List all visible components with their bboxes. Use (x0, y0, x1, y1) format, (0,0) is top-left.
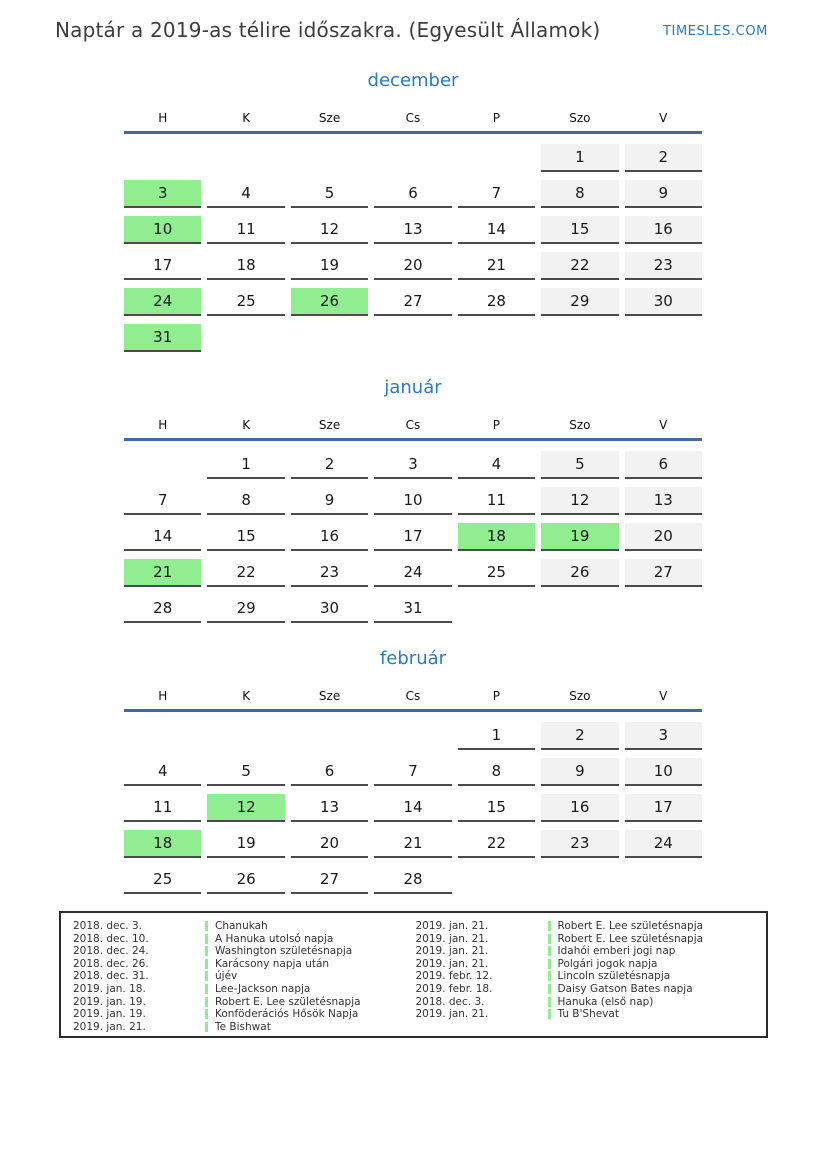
weekday-header: K (242, 111, 251, 125)
holiday-tick-icon (548, 921, 551, 931)
week-row (124, 866, 702, 894)
holiday-tick-icon (205, 921, 208, 931)
legend-column-left (73, 920, 416, 1036)
day-cell-empty (458, 595, 535, 621)
day-cell-empty (625, 866, 702, 892)
day-cell: 4 (458, 451, 535, 479)
day-cell: 26 (291, 288, 368, 316)
day-cell: 11 (207, 216, 284, 244)
legend-entry-name: Chanukah (215, 920, 268, 932)
month-title: február (379, 648, 447, 669)
day-cell: 17 (625, 794, 702, 822)
day-cell: 6 (625, 451, 702, 479)
legend-entry-date: 2018. dec. 3. (73, 920, 142, 932)
day-cell: 28 (124, 595, 201, 623)
legend-entry (416, 933, 759, 946)
legend-entry (73, 920, 416, 933)
day-cell: 15 (541, 216, 618, 244)
day-cell: 27 (625, 559, 702, 587)
day-cell: 14 (374, 794, 451, 822)
day-cell: 13 (291, 794, 368, 822)
legend-entry-name: Karácsony napja után (215, 957, 330, 970)
week-row (124, 216, 702, 244)
day-cell: 5 (291, 180, 368, 208)
day-cell: 18 (458, 523, 535, 551)
legend-entry-name: Robert E. Lee születésnapja (557, 920, 704, 932)
legend-entry-name: Idahói emberi jogi nap (557, 945, 676, 958)
day-cell: 6 (374, 180, 451, 208)
day-cell: 12 (207, 794, 284, 822)
weekday-header: K (242, 418, 251, 432)
week-row (124, 595, 702, 623)
brand-link[interactable]: TIMESLES.COM (662, 24, 768, 39)
week-row (124, 144, 702, 172)
legend-entry (416, 983, 759, 996)
day-cell: 19 (207, 830, 284, 858)
day-cell: 21 (374, 830, 451, 858)
day-cell: 28 (458, 288, 535, 316)
week-row (124, 451, 702, 479)
day-cell-empty (291, 144, 368, 170)
day-cell: 26 (207, 866, 284, 894)
holiday-tick-icon (205, 1022, 208, 1032)
month-header-rule (124, 131, 702, 134)
weekday-header: Sze (318, 418, 341, 432)
month-block (124, 375, 702, 623)
day-cell-empty (291, 722, 368, 748)
weekday-header: H (158, 689, 168, 703)
day-cell: 22 (458, 830, 535, 858)
legend-entry-date: 2019. jan. 21. (415, 1008, 489, 1021)
day-cell-empty (541, 324, 618, 350)
day-cell: 20 (291, 830, 368, 858)
day-cell: 6 (291, 758, 368, 786)
day-cell: 11 (124, 794, 201, 822)
day-cell: 12 (541, 487, 618, 515)
holiday-tick-icon (548, 1009, 551, 1019)
day-cell: 23 (541, 830, 618, 858)
day-cell: 25 (458, 559, 535, 587)
week-row (124, 288, 702, 316)
week-row (124, 758, 702, 786)
week-row (124, 794, 702, 822)
legend-entry-name: Hanuka (első nap) (557, 995, 654, 1008)
weekday-header-row (124, 416, 702, 434)
day-cell: 26 (541, 559, 618, 587)
weekday-header: H (158, 111, 168, 125)
day-cell: 3 (625, 722, 702, 750)
holiday-tick-icon (548, 959, 551, 969)
weekday-header: Szo (569, 418, 591, 432)
legend-entry-date: 2019. jan. 21. (415, 932, 489, 945)
week-row (124, 830, 702, 858)
day-cell: 5 (207, 758, 284, 786)
legend-entry (73, 983, 416, 996)
legend-entry (73, 933, 416, 946)
legend-entry-date: 2019. jan. 21. (415, 945, 489, 958)
day-cell-empty (207, 144, 284, 170)
weekday-header: P (492, 689, 501, 703)
day-cell: 19 (541, 523, 618, 551)
day-cell: 29 (541, 288, 618, 316)
day-cell: 14 (458, 216, 535, 244)
legend-entry-name: újév (215, 970, 238, 983)
day-cell: 25 (207, 288, 284, 316)
legend-entry-name: Polgári jogok napja (557, 957, 658, 970)
month-block (124, 646, 702, 894)
day-cell-empty (207, 324, 284, 350)
legend-entry-name: Daisy Gatson Bates napja (557, 982, 693, 995)
day-cell-empty (291, 324, 368, 350)
legend-entry-date: 2019. febr. 12. (415, 970, 493, 983)
day-cell-empty (625, 595, 702, 621)
months-container (124, 68, 702, 917)
day-cell: 21 (124, 559, 201, 587)
day-cell-empty (374, 144, 451, 170)
day-cell: 16 (291, 523, 368, 551)
day-cell: 16 (625, 216, 702, 244)
day-cell: 1 (207, 451, 284, 479)
weekday-header: P (492, 111, 501, 125)
day-cell-empty (541, 595, 618, 621)
day-cell: 7 (374, 758, 451, 786)
holiday-tick-icon (205, 959, 208, 969)
day-cell-empty (124, 722, 201, 748)
day-cell: 20 (374, 252, 451, 280)
legend-column-right (416, 920, 759, 1036)
weekday-header: Cs (405, 689, 421, 703)
week-row (124, 523, 702, 551)
day-cell: 27 (374, 288, 451, 316)
holiday-tick-icon (548, 997, 551, 1007)
day-cell: 24 (625, 830, 702, 858)
legend-entry-name: A Hanuka utolsó napja (215, 932, 334, 945)
day-cell: 30 (625, 288, 702, 316)
day-cell: 17 (124, 252, 201, 280)
legend-entry (416, 920, 759, 933)
day-cell: 2 (291, 451, 368, 479)
weekday-header: K (242, 689, 251, 703)
weekday-header: Cs (405, 111, 421, 125)
weekday-header-row (124, 109, 702, 127)
legend-entry (73, 1008, 416, 1021)
page-title: Naptár a 2019-as télire időszakra. (Egyesült Államok) (55, 18, 601, 42)
day-cell: 8 (541, 180, 618, 208)
legend-entry (416, 945, 759, 958)
month-title: december (367, 70, 459, 91)
weekday-header: Szo (569, 111, 591, 125)
month-header-rule (124, 438, 702, 441)
month-block (124, 68, 702, 352)
day-cell: 24 (124, 288, 201, 316)
holiday-tick-icon (205, 1009, 208, 1019)
day-cell: 8 (458, 758, 535, 786)
legend-entry-date: 2018. dec. 3. (415, 995, 485, 1008)
day-cell: 1 (458, 722, 535, 750)
legend-entry-date: 2019. jan. 18. (73, 982, 146, 995)
legend-entry-name: Washington születésnapja (215, 945, 353, 958)
month-header-rule (124, 709, 702, 712)
week-row (124, 559, 702, 587)
week-row (124, 722, 702, 750)
legend-entry-date: 2018. dec. 31. (73, 970, 149, 983)
day-cell-empty (124, 144, 201, 170)
holiday-tick-icon (205, 971, 208, 981)
legend-entry-date: 2018. dec. 10. (73, 932, 149, 945)
day-cell: 3 (374, 451, 451, 479)
day-cell: 17 (374, 523, 451, 551)
legend-entry (416, 996, 759, 1009)
day-cell: 15 (458, 794, 535, 822)
legend-entry (73, 958, 416, 971)
holiday-tick-icon (205, 934, 208, 944)
legend-entry (73, 1021, 416, 1034)
day-cell-empty (374, 722, 451, 748)
day-cell: 11 (458, 487, 535, 515)
weeks-grid (124, 451, 702, 623)
day-cell: 31 (124, 324, 201, 352)
day-cell: 19 (291, 252, 368, 280)
week-row (124, 324, 702, 352)
day-cell: 2 (625, 144, 702, 172)
day-cell: 10 (625, 758, 702, 786)
legend-entry (416, 958, 759, 971)
weekday-header: V (659, 689, 668, 703)
legend-entry-name: Robert E. Lee születésnapja (557, 932, 704, 945)
weekday-header: V (659, 111, 668, 125)
day-cell: 12 (291, 216, 368, 244)
holiday-tick-icon (205, 984, 208, 994)
weekday-header: P (492, 418, 501, 432)
day-cell: 23 (291, 559, 368, 587)
legend-entry-date: 2018. dec. 26. (73, 957, 149, 970)
legend-entry-name: Te Bishwat (215, 1020, 271, 1033)
legend-entry (73, 945, 416, 958)
legend-entry-date: 2019. jan. 21. (73, 1020, 146, 1033)
day-cell: 23 (625, 252, 702, 280)
weekday-header: Sze (318, 689, 341, 703)
day-cell: 1 (541, 144, 618, 172)
holiday-tick-icon (548, 946, 551, 956)
week-row (124, 180, 702, 208)
day-cell: 5 (541, 451, 618, 479)
day-cell: 29 (207, 595, 284, 623)
day-cell-empty (458, 324, 535, 350)
day-cell: 28 (374, 866, 451, 894)
day-cell: 22 (207, 559, 284, 587)
day-cell: 4 (207, 180, 284, 208)
day-cell: 18 (207, 252, 284, 280)
day-cell-empty (374, 324, 451, 350)
day-cell: 16 (541, 794, 618, 822)
day-cell: 10 (374, 487, 451, 515)
day-cell: 13 (374, 216, 451, 244)
legend-entry-name: Tu B'Shevat (557, 1008, 619, 1021)
weekday-header-row (124, 687, 702, 705)
day-cell: 9 (291, 487, 368, 515)
weekday-header: V (659, 418, 668, 432)
holiday-tick-icon (205, 946, 208, 956)
day-cell-empty (625, 324, 702, 350)
legend-entry (73, 970, 416, 983)
day-cell: 3 (124, 180, 201, 208)
legend-entry (416, 970, 759, 983)
day-cell: 4 (124, 758, 201, 786)
day-cell: 10 (124, 216, 201, 244)
weekday-header: Szo (569, 689, 591, 703)
day-cell-empty (458, 144, 535, 170)
holiday-tick-icon (548, 984, 551, 994)
day-cell: 14 (124, 523, 201, 551)
holiday-tick-icon (548, 971, 551, 981)
day-cell: 2 (541, 722, 618, 750)
day-cell: 30 (291, 595, 368, 623)
legend-entry-date: 2018. dec. 24. (73, 945, 149, 958)
week-row (124, 487, 702, 515)
holiday-tick-icon (548, 934, 551, 944)
weeks-grid (124, 144, 702, 352)
legend-entry-date: 2019. jan. 21. (415, 920, 489, 932)
legend-entry-name: Lee-Jackson napja (215, 982, 311, 995)
legend-entry-date: 2019. jan. 19. (73, 995, 146, 1008)
weekday-header: Cs (405, 418, 421, 432)
day-cell: 13 (625, 487, 702, 515)
day-cell: 15 (207, 523, 284, 551)
day-cell: 9 (625, 180, 702, 208)
legend-entry-date: 2019. jan. 21. (415, 957, 489, 970)
day-cell-empty (124, 451, 201, 477)
day-cell: 18 (124, 830, 201, 858)
week-row (124, 252, 702, 280)
day-cell: 9 (541, 758, 618, 786)
legend-entry-name: Lincoln születésnapja (557, 970, 671, 983)
weekday-header: H (158, 418, 168, 432)
legend-entry (73, 996, 416, 1009)
day-cell: 21 (458, 252, 535, 280)
day-cell: 7 (458, 180, 535, 208)
legend-entry (416, 1008, 759, 1021)
legend-entry-name: Robert E. Lee születésnapja (215, 995, 361, 1008)
day-cell-empty (458, 866, 535, 892)
month-title: január (384, 377, 442, 398)
day-cell: 7 (124, 487, 201, 515)
day-cell: 24 (374, 559, 451, 587)
holiday-tick-icon (205, 997, 208, 1007)
day-cell: 8 (207, 487, 284, 515)
day-cell: 31 (374, 595, 451, 623)
legend-entry-date: 2019. jan. 19. (73, 1008, 146, 1021)
day-cell: 25 (124, 866, 201, 894)
day-cell: 20 (625, 523, 702, 551)
day-cell-empty (207, 722, 284, 748)
legend-entry-date: 2019. febr. 18. (415, 982, 493, 995)
weekday-header: Sze (318, 111, 341, 125)
day-cell: 27 (291, 866, 368, 894)
day-cell-empty (541, 866, 618, 892)
weeks-grid (124, 722, 702, 894)
legend-box (59, 911, 768, 1038)
legend-entry-name: Konföderációs Hősök Napja (215, 1008, 359, 1021)
day-cell: 22 (541, 252, 618, 280)
